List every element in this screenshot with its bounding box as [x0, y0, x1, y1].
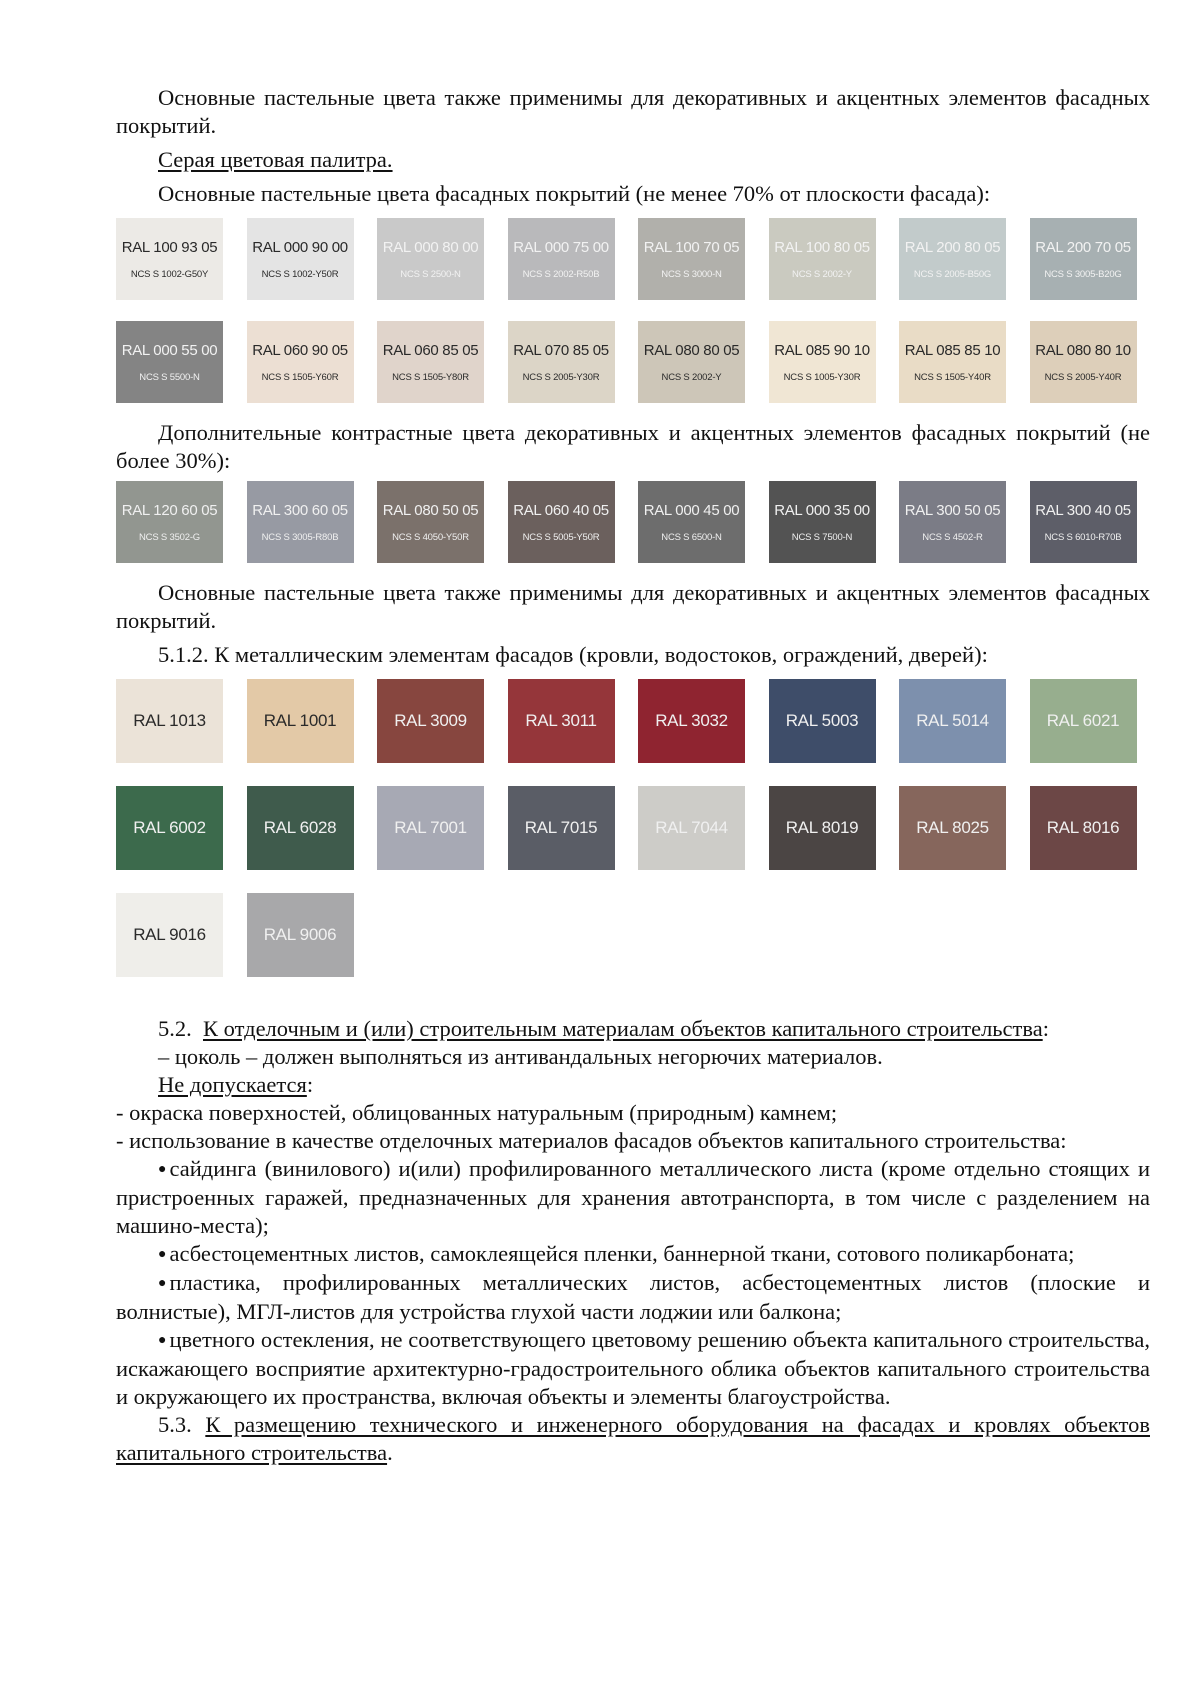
swatch-ncs-code: NCS S 3000-N — [661, 268, 722, 280]
color-swatch — [899, 218, 1006, 300]
swatch-ral-code: RAL 100 70 05 — [643, 238, 740, 256]
swatch-ral-code: RAL 200 70 05 — [1035, 238, 1131, 256]
color-swatch — [769, 679, 876, 763]
color-swatch — [1030, 321, 1137, 403]
color-swatch — [508, 679, 615, 763]
color-swatch — [247, 893, 354, 977]
swatch-ral-code: RAL 080 80 05 — [643, 341, 740, 359]
swatch-ncs-code: NCS S 2002-Y — [661, 371, 722, 383]
swatch-ncs-code: NCS S 3502-G — [139, 531, 200, 543]
swatch-ral-code: RAL 120 60 05 — [121, 501, 218, 519]
swatch-ral-code: RAL 000 90 00 — [252, 238, 348, 256]
color-swatch — [638, 218, 745, 300]
color-swatch — [247, 321, 354, 403]
swatch-ral-code: RAL 7044 — [655, 818, 728, 837]
color-swatch — [116, 679, 223, 763]
swatch-ral-code: RAL 300 60 05 — [252, 501, 348, 519]
metal-heading: 5.1.2. К металлическим элементам фасадов (кровли, водостоков, ограждений, дверей): — [158, 642, 988, 667]
color-swatch — [1030, 786, 1137, 870]
swatch-ral-code: RAL 8019 — [785, 818, 859, 837]
swatch-ral-code: RAL 3009 — [394, 711, 467, 730]
swatch-ral-code: RAL 085 85 10 — [904, 341, 1001, 359]
forbidden-item-2: - использование в качестве отделочных материалов фасадов объектов капитального строительства: — [116, 1128, 1067, 1153]
color-swatch — [638, 786, 745, 870]
color-swatch — [508, 481, 615, 563]
color-swatch — [508, 321, 615, 403]
color-swatch — [247, 481, 354, 563]
swatch-ral-code: RAL 8025 — [916, 818, 989, 837]
color-swatch — [116, 481, 223, 563]
color-swatch — [899, 786, 1006, 870]
swatch-ncs-code: NCS S 3005-R80B — [261, 531, 339, 543]
swatch-ral-code: RAL 000 35 00 — [774, 501, 870, 519]
intro-note: Основные пастельные цвета также применимы для декоративных и акцентных элементов фасадных покрытий. — [116, 85, 1150, 138]
swatch-ral-code: RAL 7015 — [524, 818, 598, 837]
color-swatch — [769, 481, 876, 563]
document-page — [116, 84, 1150, 1467]
color-swatch — [247, 218, 354, 300]
contrast-swatch-grid — [116, 481, 1150, 563]
bullet-item-3: ● пластика, профилированных металлических листов, асбестоцементных листов (плоские и волнистые), МГЛ-листов для устройства глухой части лоджии или балкона; — [116, 1270, 1150, 1324]
color-swatch — [899, 321, 1006, 403]
swatch-ncs-code: NCS S 2005-Y30R — [522, 371, 600, 383]
swatch-ncs-code: NCS S 1505-Y60R — [261, 371, 339, 383]
swatch-ncs-code: NCS S 2002-R50B — [522, 268, 600, 280]
swatch-ncs-code: NCS S 1002-G50Y — [130, 268, 209, 280]
color-swatch — [116, 321, 223, 403]
swatch-ncs-code: NCS S 5500-N — [139, 371, 200, 383]
bullet-icon: ● — [158, 1162, 167, 1177]
swatch-ncs-code: NCS S 2005-B50G — [913, 268, 992, 280]
swatch-ncs-code: NCS S 1505-Y40R — [914, 371, 991, 383]
swatch-ral-code: RAL 3032 — [655, 711, 728, 730]
swatch-ral-code: RAL 3011 — [525, 711, 597, 730]
forbidden-item-1: - окраска поверхностей, облицованных натуральным (природным) камнем; — [116, 1100, 838, 1125]
bullet-item-2: ● асбестоцементных листов, самоклеящейся пленки, баннерной ткани, сотового поликарбоната; — [116, 1240, 1150, 1269]
color-swatch — [116, 893, 223, 977]
bullet-icon: ● — [158, 1333, 167, 1348]
color-swatch — [508, 786, 615, 870]
bullet-item-4: ● цветного остекления, не соответствующего цветовому решению объекта капитального строительства, искажающего восприятие архитектурно-градостроительного облика объектов капитального строительства и окружающего их пространства, включая объекты и элементы благоустройства. — [116, 1327, 1150, 1409]
color-swatch — [247, 786, 354, 870]
swatch-ral-code: RAL 000 45 00 — [643, 501, 740, 519]
color-swatch — [769, 218, 876, 300]
color-swatch — [899, 481, 1006, 563]
swatch-ral-code: RAL 1001 — [263, 711, 337, 730]
gray-palette-heading: Серая цветовая палитра. — [158, 147, 393, 172]
color-swatch — [116, 786, 223, 870]
swatch-ral-code: RAL 000 55 00 — [121, 341, 218, 359]
swatch-ncs-code: NCS S 2002-Y — [792, 268, 852, 280]
swatch-ral-code: RAL 6028 — [263, 818, 337, 837]
swatch-ral-code: RAL 200 80 05 — [904, 238, 1001, 256]
section-5-3-heading: 5.3. К размещению технического и инженерного оборудования на фасадах и кровлях объектов капитального строительства. — [116, 1412, 1150, 1465]
contrast-heading: Дополнительные контрастные цвета декоративных и акцентных элементов фасадных покрытий (не более 30%): — [116, 420, 1150, 473]
color-swatch — [377, 786, 484, 870]
swatch-ral-code: RAL 5003 — [785, 711, 859, 730]
color-swatch — [377, 481, 484, 563]
swatch-ral-code: RAL 8016 — [1046, 818, 1120, 837]
swatch-ncs-code: NCS S 7500-N — [791, 531, 853, 543]
swatch-ral-code: RAL 6021 — [1046, 711, 1120, 730]
swatch-ncs-code: NCS S 6010-R70B — [1044, 531, 1122, 543]
color-swatch — [769, 786, 876, 870]
swatch-ral-code: RAL 060 90 05 — [252, 341, 348, 359]
bullet-icon: ● — [158, 1276, 167, 1291]
color-swatch — [247, 679, 354, 763]
color-swatch — [1030, 481, 1137, 563]
swatch-ncs-code: NCS S 4502-R — [922, 531, 983, 543]
swatch-ral-code: RAL 080 50 05 — [382, 501, 479, 519]
color-swatch — [377, 218, 484, 300]
color-swatch — [377, 679, 484, 763]
main-colors-heading: Основные пастельные цвета фасадных покрытий (не менее 70% от плоскости фасада): — [158, 181, 991, 206]
section-5-3-title: К размещению технического и инженерного оборудования на фасадах и кровлях объектов капитального строительства — [116, 1412, 1150, 1465]
swatch-ral-code: RAL 100 80 05 — [774, 238, 870, 256]
swatch-ral-code: RAL 000 75 00 — [513, 238, 609, 256]
color-swatch — [638, 679, 745, 763]
swatch-ral-code: RAL 300 50 05 — [904, 501, 1001, 519]
swatch-ral-code: RAL 100 93 05 — [121, 238, 218, 256]
swatch-ral-code: RAL 085 90 10 — [774, 341, 870, 359]
color-swatch — [377, 321, 484, 403]
swatch-ral-code: RAL 080 80 10 — [1035, 341, 1131, 359]
swatch-ral-code: RAL 9006 — [263, 925, 337, 944]
forbidden-heading: Не допускается: — [158, 1072, 314, 1097]
swatch-ncs-code: NCS S 2500-N — [400, 268, 461, 280]
swatch-ncs-code: NCS S 3005-B20G — [1044, 268, 1122, 280]
color-swatch — [1030, 679, 1137, 763]
swatch-ral-code: RAL 9016 — [133, 925, 206, 944]
color-swatch — [638, 481, 745, 563]
metal-swatch-grid — [116, 679, 1150, 977]
color-swatch — [1030, 218, 1137, 300]
swatch-ral-code: RAL 6002 — [133, 818, 206, 837]
color-swatch — [116, 218, 223, 300]
swatch-ral-code: RAL 060 85 05 — [382, 341, 479, 359]
swatch-ncs-code: NCS S 1002-Y50R — [261, 268, 339, 280]
swatch-ral-code: RAL 5014 — [916, 711, 989, 730]
color-swatch — [638, 321, 745, 403]
swatch-ral-code: RAL 000 80 00 — [382, 238, 479, 256]
swatch-ncs-code: NCS S 5005-Y50R — [522, 531, 600, 543]
color-swatch — [899, 679, 1006, 763]
swatch-ral-code: RAL 070 85 05 — [513, 341, 609, 359]
swatch-ral-code: RAL 300 40 05 — [1035, 501, 1131, 519]
swatch-ncs-code: NCS S 1505-Y80R — [392, 371, 469, 383]
pastel-swatch-grid — [116, 218, 1150, 403]
swatch-ncs-code: NCS S 1005-Y30R — [783, 371, 861, 383]
section-5-2-title: К отделочным и (или) строительным материалам объектов капитального строительства — [203, 1016, 1043, 1041]
swatch-ral-code: RAL 1013 — [133, 711, 206, 730]
repeat-note: Основные пастельные цвета также применимы для декоративных и акцентных элементов фасадных покрытий. — [116, 580, 1150, 633]
bullet-item-1: ● сайдинга (винилового) и(или) профилированного металлического листа (кроме отдельно стоящих и пристроенных гаражей, предназначенных для хранения автотранспорта, в том числе с разделением на машино-места); — [116, 1156, 1150, 1238]
color-swatch — [508, 218, 615, 300]
bullet-icon: ● — [158, 1247, 167, 1262]
swatch-ral-code: RAL 7001 — [394, 818, 467, 837]
swatch-ncs-code: NCS S 2005-Y40R — [1044, 371, 1122, 383]
swatch-ral-code: RAL 060 40 05 — [513, 501, 609, 519]
plinth-requirement: – цоколь – должен выполняться из антивандальных негорючих материалов. — [158, 1044, 883, 1069]
section-5-2-heading: 5.2. К отделочным и (или) строительным материалам объектов капитального строительства: — [158, 1016, 1049, 1041]
swatch-ncs-code: NCS S 6500-N — [661, 531, 722, 543]
color-swatch — [769, 321, 876, 403]
swatch-ncs-code: NCS S 4050-Y50R — [392, 531, 469, 543]
